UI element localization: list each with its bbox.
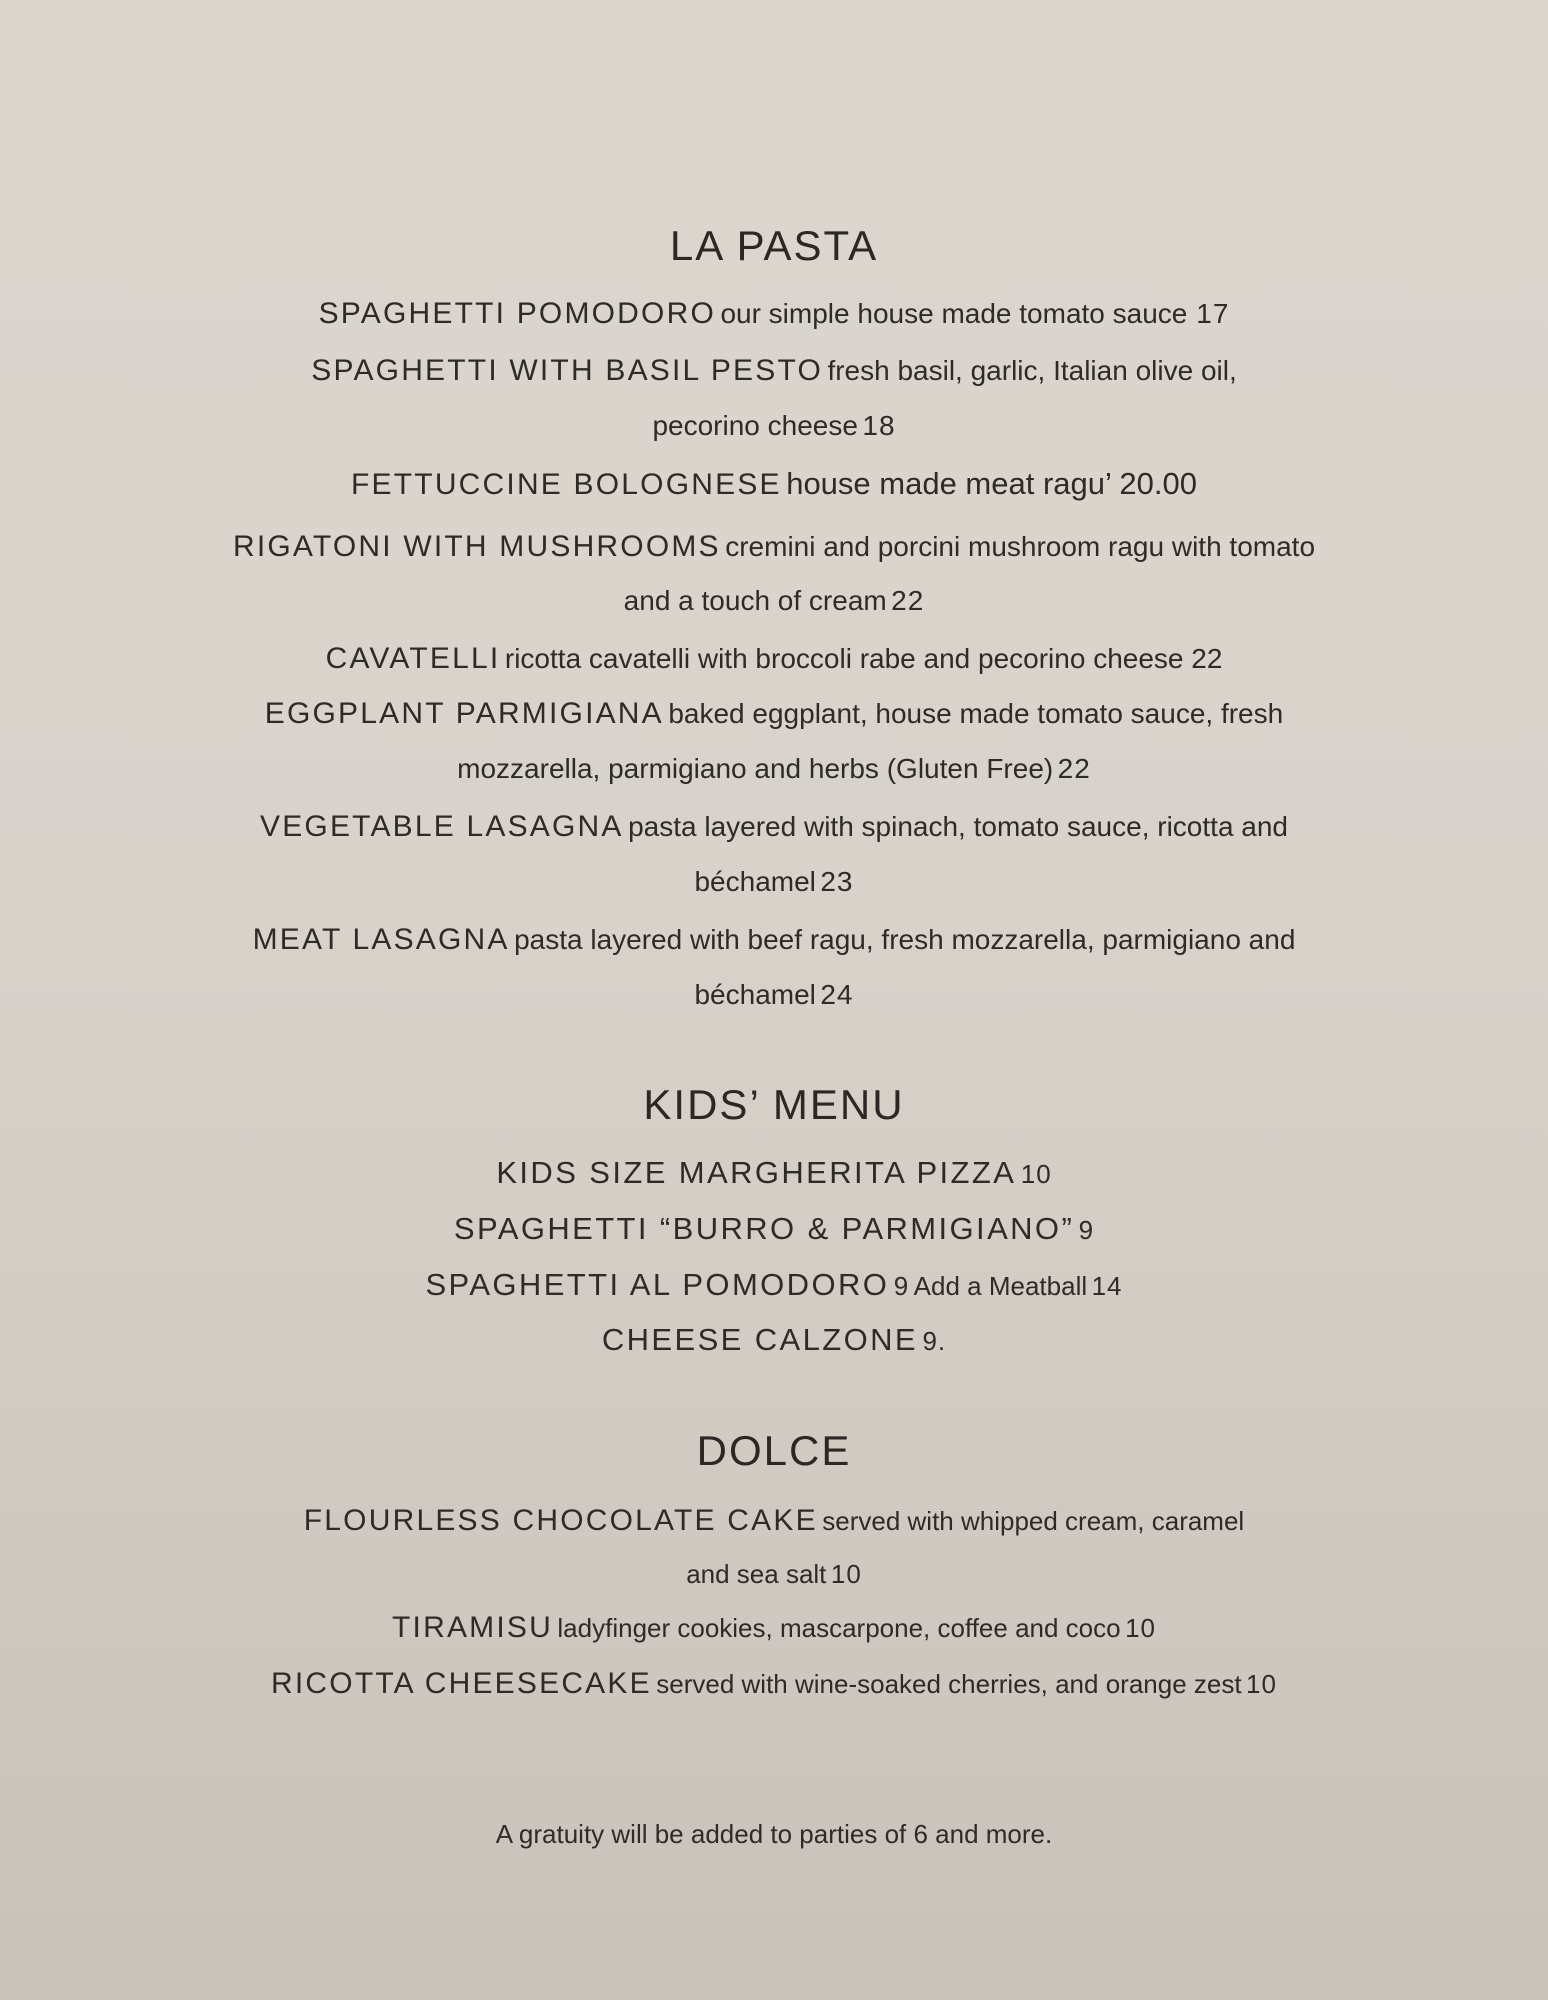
item-name: CAVATELLI xyxy=(325,642,501,675)
menu-item-cavatelli xyxy=(0,642,1548,676)
gratuity-note: A gratuity will be added to parties of 6 and more. xyxy=(495,1819,1053,1849)
item-name: SPAGHETTI AL POMODORO xyxy=(425,1267,890,1302)
menu-item-meat-lasagna xyxy=(0,923,1548,957)
item-description: pasta layered with spinach, tomato sauce, ricotta and xyxy=(628,811,1289,842)
item-description: ricotta cavatelli with broccoli rabe and pecorino cheese 22 xyxy=(504,643,1223,674)
item-price: 17 xyxy=(1196,298,1230,329)
item-description: served with wine-soaked cherries, and orange zest xyxy=(656,1669,1242,1699)
item-name: RICOTTA CHEESECAKE xyxy=(271,1667,652,1700)
item-description: ladyfinger cookies, mascarpone, coffee and coco xyxy=(557,1613,1121,1643)
menu-item-kids-pomodoro xyxy=(0,1267,1548,1303)
item-price: 22 xyxy=(891,585,925,616)
item-price: 23 xyxy=(820,866,854,897)
menu-item-spaghetti-pomodoro xyxy=(0,297,1548,331)
menu-item-kids-pizza xyxy=(0,1155,1548,1191)
item-name: CHEESE CALZONE xyxy=(601,1322,918,1357)
item-description: béchamel xyxy=(694,866,816,897)
dolce-section-title: DOLCE xyxy=(696,1427,852,1474)
menu-item-meat-lasagna-continued xyxy=(0,979,1548,1011)
item-name: MEAT LASAGNA xyxy=(252,923,510,956)
menu-item-fettuccine-bolognese xyxy=(0,466,1548,502)
item-description: pecorino cheese xyxy=(652,410,858,441)
pasta-section-title: LA PASTA xyxy=(669,222,879,269)
item-description: fresh basil, garlic, Italian olive oil, xyxy=(827,355,1237,386)
item-description: served with whipped cream, caramel xyxy=(822,1506,1245,1536)
item-price: 10 xyxy=(1125,1613,1156,1643)
item-name: FETTUCCINE BOLOGNESE xyxy=(351,468,782,501)
kids-section-title: KIDS’ MENU xyxy=(643,1081,905,1128)
item-price: 22 xyxy=(1057,753,1091,784)
menu-item-kids-calzone xyxy=(0,1322,1548,1358)
menu-item-eggplant-parmigiana xyxy=(0,697,1548,731)
menu-item-eggplant-continued xyxy=(0,753,1548,785)
item-name: SPAGHETTI WITH BASIL PESTO xyxy=(311,354,823,387)
menu-item-kids-burro xyxy=(0,1211,1548,1247)
menu-item-spaghetti-pesto xyxy=(0,354,1548,388)
item-price: 9 xyxy=(893,1271,910,1301)
item-description: baked eggplant, house made tomato sauce, fresh xyxy=(668,698,1284,729)
item-name: SPAGHETTI POMODORO xyxy=(318,297,716,330)
item-name: VEGETABLE LASAGNA xyxy=(259,810,624,843)
item-price: 10 xyxy=(830,1559,862,1589)
item-price-addon: 14 xyxy=(1091,1271,1123,1301)
item-name: FLOURLESS CHOCOLATE CAKE xyxy=(303,1504,818,1537)
item-name: RIGATONI WITH MUSHROOMS xyxy=(232,530,721,563)
item-description: cremini and porcini mushroom ragu with tomato xyxy=(725,531,1316,562)
menu-item-chocolate-cake xyxy=(0,1504,1548,1538)
item-price: 9 xyxy=(1078,1215,1095,1245)
item-description: and a touch of cream xyxy=(623,585,887,616)
item-description: and sea salt xyxy=(686,1559,827,1589)
menu-item-rigatoni-continued xyxy=(0,585,1548,617)
item-price: 9. xyxy=(922,1326,947,1356)
menu-item-vegetable-lasagna-continued xyxy=(0,866,1548,898)
menu-item-chocolate-cake-continued xyxy=(0,1559,1548,1590)
item-price: 24 xyxy=(820,979,854,1010)
item-price: 10 xyxy=(1020,1159,1052,1189)
item-description: mozzarella, parmigiano and herbs (Gluten Free) xyxy=(457,753,1054,784)
item-name: EGGPLANT PARMIGIANA xyxy=(264,697,664,730)
item-description: house made meat ragu’ 20.00 xyxy=(786,466,1197,501)
item-price: 10 xyxy=(1246,1669,1277,1699)
menu-item-vegetable-lasagna xyxy=(0,810,1548,844)
item-description: pasta layered with beef ragu, fresh mozzarella, parmigiano and xyxy=(514,924,1296,955)
menu-item-spaghetti-pesto-continued xyxy=(0,410,1548,442)
item-description: béchamel xyxy=(694,979,816,1010)
item-description: our simple house made tomato sauce xyxy=(720,298,1188,329)
item-description: Add a Meatball xyxy=(913,1271,1088,1301)
item-price: 18 xyxy=(862,410,896,441)
menu-item-rigatoni-mushrooms xyxy=(0,530,1548,564)
menu-item-tiramisu xyxy=(0,1611,1548,1645)
item-name: KIDS SIZE MARGHERITA PIZZA xyxy=(496,1155,1017,1190)
menu-item-ricotta-cheesecake xyxy=(0,1667,1548,1701)
item-name: TIRAMISU xyxy=(392,1611,553,1644)
item-name: SPAGHETTI “BURRO & PARMIGIANO” xyxy=(453,1211,1075,1246)
